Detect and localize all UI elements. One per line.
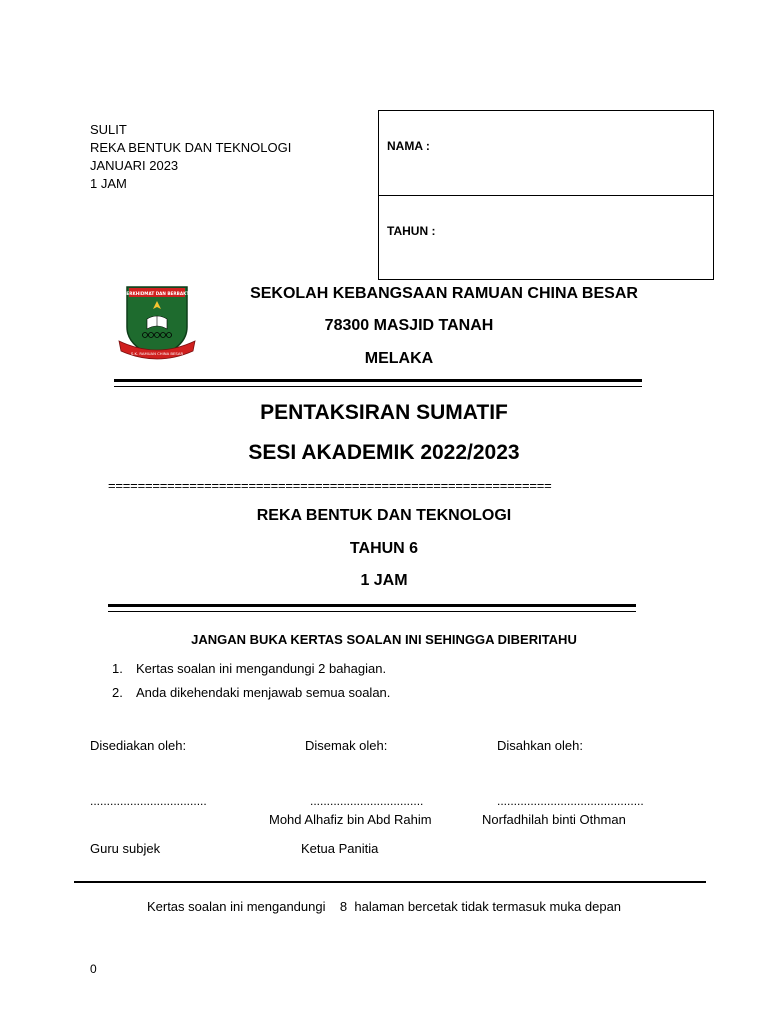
instruction-number: 2.	[112, 685, 123, 700]
instruction-item	[112, 685, 390, 700]
footer-rule	[74, 881, 706, 883]
double-rule-bottom	[108, 604, 636, 607]
header-line-subject: REKA BENTUK DAN TEKNOLOGI	[90, 140, 292, 155]
header-line-date: JANUARI 2023	[90, 158, 179, 173]
instruction-text: Kertas soalan ini mengandungi 2 bahagian.	[136, 661, 387, 676]
approved-by-name: Norfadhilah binti Othman	[482, 812, 626, 827]
page-count-note: Kertas soalan ini mengandungi 8 halaman bercetak tidak termasuk muka depan	[146, 899, 622, 914]
instruction-text: Anda dikehendaki menjawab semua soalan.	[136, 685, 391, 700]
instruction-item	[112, 661, 386, 676]
prepared-signature-line: ...................................	[90, 794, 207, 808]
do-not-open-warning: JANGAN BUKA KERTAS SOALAN INI SEHINGGA DIBERITAHU	[191, 632, 577, 647]
page-number: 0	[90, 962, 97, 976]
double-rule-bottom-thin	[108, 611, 636, 612]
checked-signature-line: ..................................	[310, 794, 424, 808]
checked-by-label: Disemak oleh:	[305, 738, 388, 753]
school-state: MELAKA	[364, 350, 434, 367]
exam-year: TAHUN 6	[349, 540, 419, 557]
checked-by-role: Ketua Panitia	[301, 841, 379, 856]
exam-session: SESI AKADEMIK 2022/2023	[248, 441, 520, 464]
exam-duration: 1 JAM	[360, 572, 408, 589]
approved-by-label: Disahkan oleh:	[497, 738, 583, 753]
instruction-number: 1.	[112, 661, 123, 676]
header-info	[90, 121, 291, 193]
school-name: SEKOLAH KEBANGSAAN RAMUAN CHINA BESAR	[250, 285, 638, 302]
checked-by-name: Mohd Alhafiz bin Abd Rahim	[269, 812, 432, 827]
double-rule-top	[114, 379, 642, 382]
logo-motto: BERKHIDMAT DAN BERBAKTI	[123, 291, 191, 296]
header-line-duration: 1 JAM	[90, 176, 127, 191]
year-field[interactable]	[379, 196, 713, 279]
year-label: TAHUN :	[387, 224, 436, 238]
name-field[interactable]	[379, 111, 713, 196]
prepared-by-role: Guru subjek	[90, 841, 161, 856]
prepared-by-label: Disediakan oleh:	[90, 738, 187, 753]
double-rule-top-thin	[114, 386, 642, 387]
exam-subject: REKA BENTUK DAN TEKNOLOGI	[256, 507, 512, 524]
approved-signature-line: ............................................	[497, 794, 644, 808]
logo-school-name: S.K. RAMUAN CHINA BESAR	[130, 351, 184, 356]
school-address: 78300 MASJID TANAH	[324, 317, 494, 334]
student-id-box	[378, 110, 714, 280]
exam-title: PENTAKSIRAN SUMATIF	[260, 401, 508, 424]
header-line-confidential: SULIT	[90, 122, 127, 137]
separator-line: ============================================================	[108, 478, 552, 493]
name-label: NAMA :	[387, 139, 430, 153]
